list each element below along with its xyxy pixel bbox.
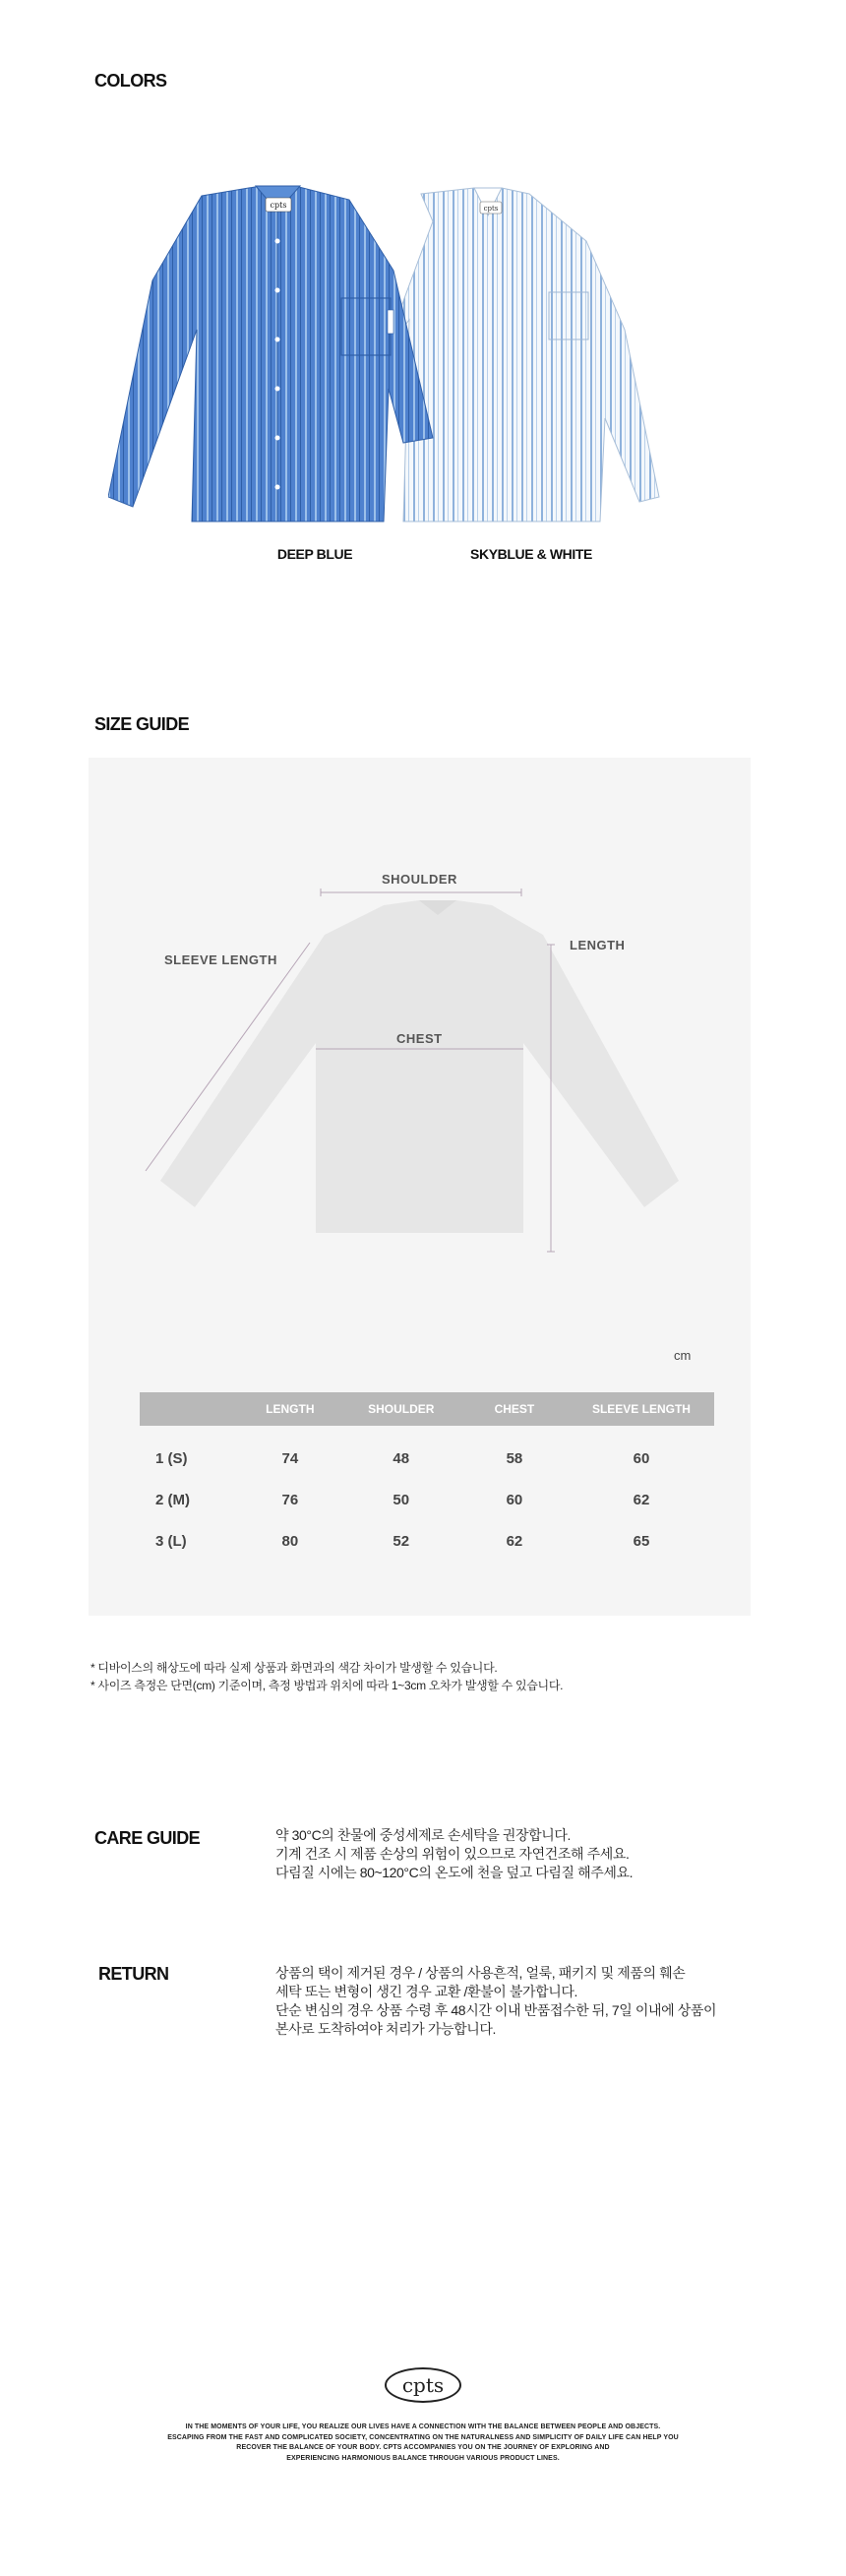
return-line: 단순 변심의 경우 상품 수령 후 48시간 이내 반품접수한 뒤, 7일 이내에 상품이 [275, 2002, 717, 2018]
footer-line: ESCAPING FROM THE FAST AND COMPLICATED SOCIETY, CONCENTRATING ON THE NATURALNESS AND SIMPLICITY OF DAILY LIFE CAN HELP YOU [167, 2433, 679, 2441]
size-table [140, 1392, 714, 1562]
table-cell: 60 [633, 1449, 650, 1467]
footer-line: EXPERIENCING HARMONIOUS BALANCE THROUGH VARIOUS PRODUCT LINES. [286, 2454, 560, 2462]
return-line: 본사로 도착하여야 처리가 가능합니다. [275, 2021, 496, 2037]
length-label: LENGTH [570, 938, 626, 952]
note-line: * 사이즈 측정은 단면(cm) 기준이며, 측정 방법과 위치에 따라 1~3cm 오차가 발생할 수 있습니다. [91, 1679, 564, 1692]
table-cell: 2 (M) [155, 1491, 190, 1508]
unit-label: cm [674, 1348, 692, 1363]
table-cell: 50 [393, 1491, 410, 1508]
size-table-header-cell: LENGTH [238, 1392, 341, 1426]
cpts-logo: cpts [385, 2367, 461, 2403]
size-table-header-cell [140, 1392, 238, 1426]
table-row [140, 1438, 714, 1479]
table-cell: 52 [393, 1532, 410, 1550]
size-table-header-cell: CHEST [460, 1392, 569, 1426]
table-cell: 74 [281, 1449, 299, 1467]
table-cell: 65 [633, 1532, 650, 1550]
care-line: 기계 건조 시 제품 손상의 위험이 있으므로 자연건조해 주세요. [275, 1846, 630, 1862]
footer-line: IN THE MOMENTS OF YOUR LIFE, YOU REALIZE OUR LIVES HAVE A CONNECTION WITH THE BALANCE BETWEEN PEOPLE AND OBJECTS. [185, 2423, 661, 2430]
table-row [140, 1520, 714, 1562]
return-line: 상품의 택이 제거된 경우 / 상품의 사용흔적, 얼룩, 패키지 및 제품의 훼손 [275, 1965, 686, 1981]
care-guide-title: CARE GUIDE [94, 1828, 201, 1848]
colors-title: COLORS [94, 71, 167, 91]
table-cell: 1 (S) [155, 1449, 188, 1467]
note-line: * 디바이스의 해상도에 따라 실제 상품과 화면과의 색감 차이가 발생할 수 있습니다. [91, 1661, 498, 1675]
chest-label: CHEST [396, 1031, 443, 1046]
table-cell: 48 [393, 1449, 410, 1467]
table-cell: 3 (L) [155, 1532, 187, 1550]
table-cell: 80 [281, 1532, 299, 1550]
care-line: 약 30°C의 찬물에 중성세제로 손세탁을 권장합니다. [275, 1827, 571, 1843]
skyblue-tag-text: cpts [483, 205, 499, 213]
deep-blue-shirt [108, 186, 433, 521]
table-cell: 62 [506, 1532, 523, 1550]
color-label-deep-blue: DEEP BLUE [276, 546, 353, 562]
care-line: 다림질 시에는 80~120°C의 온도에 천을 덮고 다림질 해주세요. [275, 1865, 634, 1880]
return-text [275, 1964, 716, 2039]
return-line: 세탁 또는 변형이 생긴 경우 교환 /환불이 불가합니다. [275, 1984, 578, 1999]
return-title: RETURN [98, 1964, 169, 1984]
size-table-header-cell: SLEEVE LENGTH [569, 1392, 714, 1426]
table-row [140, 1479, 714, 1520]
table-cell: 58 [506, 1449, 523, 1467]
size-table-header [140, 1392, 714, 1426]
sleeve-length-label: SLEEVE LENGTH [164, 952, 277, 967]
product-shirts-image [108, 182, 728, 536]
color-label-skyblue-white: SKYBLUE & WHITE [470, 546, 592, 562]
shirt-measurement-diagram [89, 758, 751, 1387]
footer-line: RECOVER THE BALANCE OF YOUR BODY. CPTS ACCOMPANIES YOU ON THE JOURNEY OF EXPLORING AND [236, 2444, 610, 2451]
shoulder-label: SHOULDER [382, 872, 457, 887]
skyblue-white-shirt [384, 188, 659, 521]
table-cell: 60 [506, 1491, 523, 1508]
deep-blue-tag-text: cpts [270, 201, 287, 210]
table-cell: 62 [633, 1491, 650, 1508]
care-guide-text [275, 1826, 633, 1882]
size-notes [91, 1659, 563, 1694]
table-cell: 76 [281, 1491, 299, 1508]
size-table-header-cell: SHOULDER [342, 1392, 460, 1426]
size-guide-title: SIZE GUIDE [94, 714, 190, 734]
footer-statement [128, 2423, 718, 2464]
